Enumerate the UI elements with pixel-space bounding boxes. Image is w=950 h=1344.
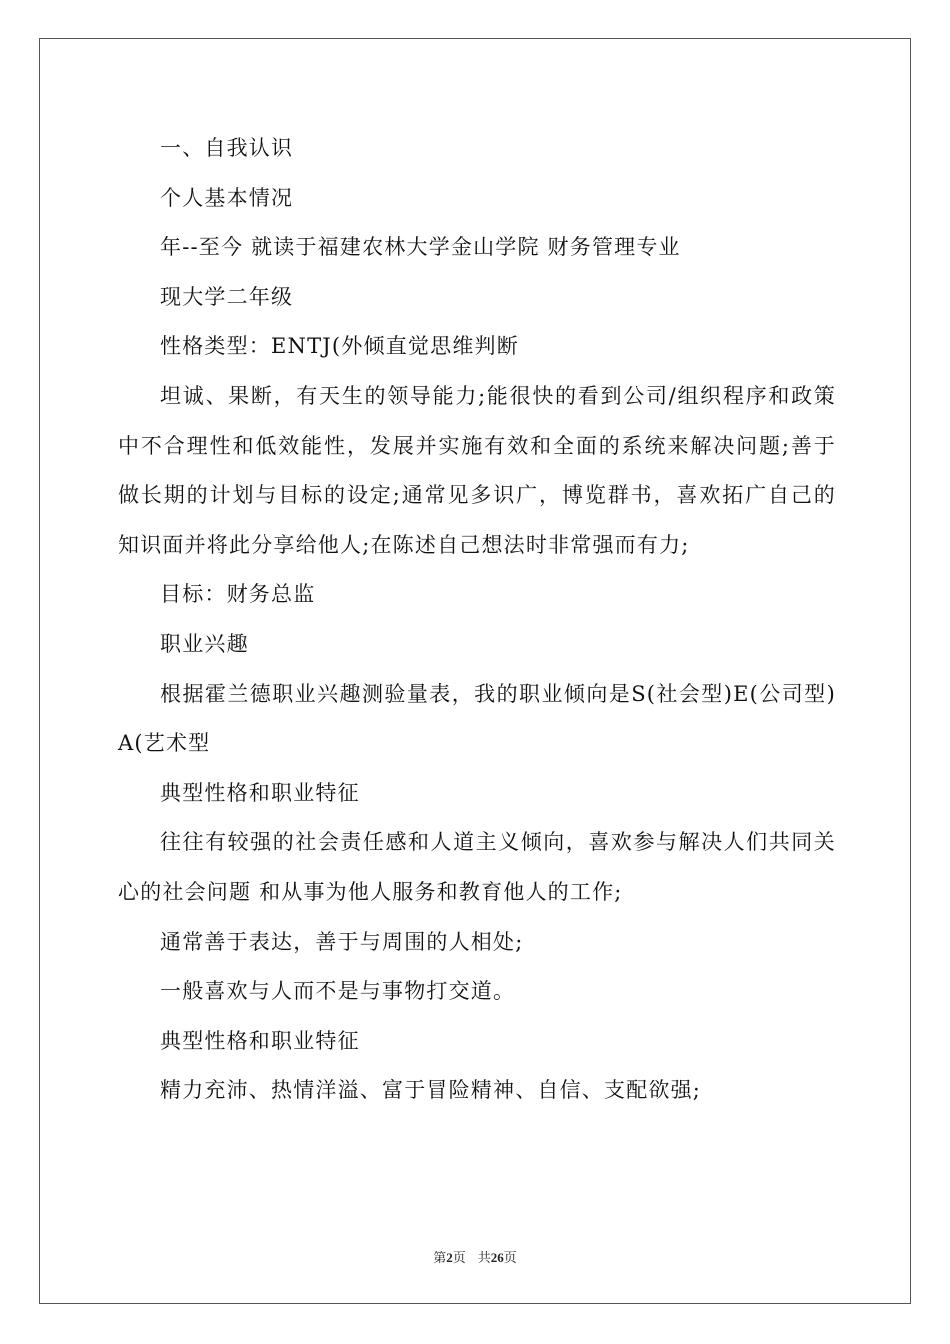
paragraph: 精力充沛、热情洋溢、富于冒险精神、自信、支配欲强; <box>160 1078 702 1103</box>
paragraph: 性格类型：ENTJ(外倾直觉思维判断 <box>160 334 519 359</box>
paragraph: 典型性格和职业特征 <box>160 1028 360 1053</box>
page-prefix: 第 <box>433 1250 447 1265</box>
total-prefix: 共 <box>477 1250 491 1265</box>
total-suffix: 页 <box>503 1250 517 1265</box>
page-number: 2 <box>446 1250 453 1265</box>
page-suffix: 页 <box>452 1250 466 1265</box>
paragraph: 典型性格和职业特征 <box>160 780 360 805</box>
paragraph: 职业兴趣 <box>160 631 249 656</box>
total-pages: 26 <box>490 1250 504 1265</box>
paragraph: 现大学二年级 <box>160 284 294 309</box>
paragraph: 年--至今 就读于福建农林大学金山学院 财务管理专业 <box>160 235 681 260</box>
paragraph: 通常善于表达，善于与周围的人相处; <box>160 929 524 954</box>
document-body <box>118 124 836 1116</box>
paragraph: 一般喜欢与人而不是与事物打交道。 <box>160 979 516 1004</box>
paragraph: 目标：财务总监 <box>160 582 316 607</box>
page-footer <box>0 1247 950 1266</box>
paragraph: 往往有较强的社会责任感和人道主义倾向，喜欢参与解决人们共同关心的社会问题 和从事为他人服务和教育他人的工作; <box>118 830 836 904</box>
paragraph: 一、自我认识 <box>160 136 294 160</box>
paragraph: 坦诚、果断，有天生的领导能力;能很快的看到公司/组织程序和政策中不合理性和低效能性，发展并实施有效和全面的系统来解决问题;善于做长期的计划与目标的设定;通常见多识广，博览群书，喜欢拓广自己的知识面并将此分享给他人;在陈述自己想法时非常强而有力; <box>118 383 836 557</box>
paragraph: 根据霍兰德职业兴趣测验量表，我的职业倾向是S(社会型)E(公司型) A(艺术型 <box>118 681 836 756</box>
paragraph: 个人基本情况 <box>160 185 294 210</box>
